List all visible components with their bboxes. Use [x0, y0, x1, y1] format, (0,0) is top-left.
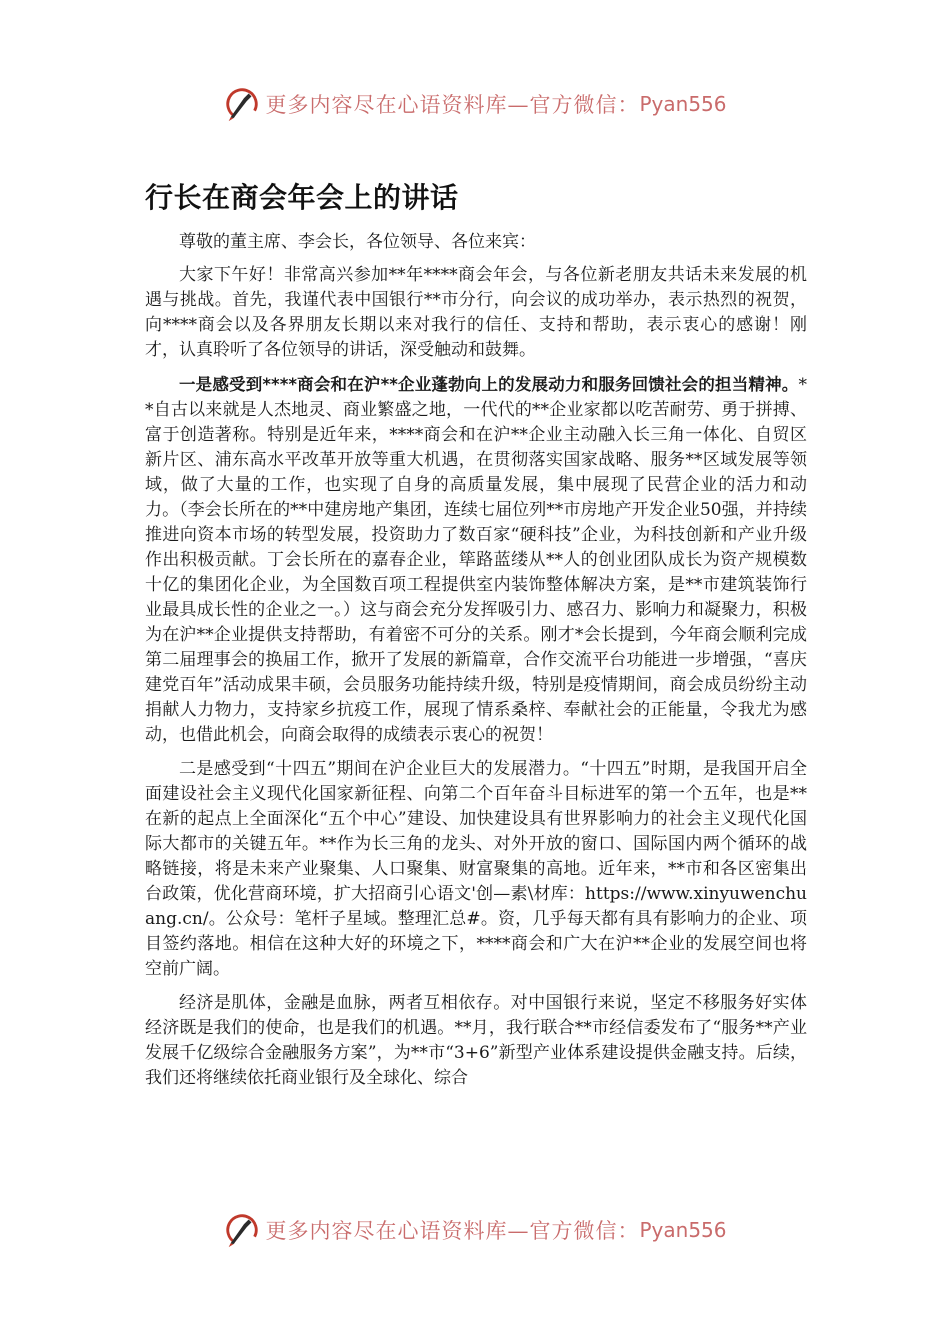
paragraph-2-lead: 一是感受到****商会和在沪**企业蓬勃向上的发展动力和服务回馈社会的担当精神。: [179, 375, 799, 394]
banner-text: 更多内容尽在心语资料库—官方微信：: [265, 1219, 640, 1243]
brush-logo-icon: [223, 1211, 261, 1249]
paragraph-3: 二是感受到“十四五”期间在沪企业巨大的发展潜力。“十四五”时期，是我国开启全面建设社会主义现代化国家新征程、向第二个百年奋斗目标进军的第一个五年，也是**在新的起点上全面深化“五个中心”建设、加快建设具有世界影响力的社会主义现代化国际大都市的关键五年。**作为长三角的龙头、对外开放的窗口、国际国内两个循环的战略链接，将是未来产业聚集、人口聚集、财富聚集的高地。近年来，**市和各区密集出台政策，优化营商环境，扩大招商引心语文'创—素\材库：https://www.xinyuwenchuang.cn/。公众号：笔杆子星域。整理汇总#。资，几乎每天都有具有影响力的企业、项目签约落地。相信在这种大好的环境之下，****商会和广大在沪**企业的发展空间也将空前广阔。: [145, 759, 807, 979]
brush-logo-icon: [223, 85, 261, 123]
page-title: 行长在商会年会上的讲话: [145, 181, 459, 214]
header-banner: [0, 84, 950, 124]
banner-wechat-id: Pyan556: [639, 1218, 727, 1242]
paragraph-2-body: **自古以来就是人杰地灵、商业繁盛之地，一代代的**企业家都以吃苦耐劳、勇于拼搏、富于创造著称。特别是近年来，****商会和在沪**企业主动融入长三角一体化、自贸区新片区、浦东高水平改革开放等重大机遇，在贯彻落实国家战略、服务**区域发展等领域，做了大量的工作，也实现了自身的高质量发展，集中展现了民营企业的活力和动力。（李会长所在的**中建房地产集团，连续七届位列**市房地产开发企业50强，并持续推进向资本市场的转型发展，投资助力了数百家“硬科技”企业，为科技创新和产业升级作出积极贡献。丁会长所在的嘉春企业，筚路蓝缕从**人的创业团队成长为资产规模数十亿的集团化企业，为全国数百项工程提供室内装饰整体解决方案，是**市建筑装饰行业最具成长性的企业之一。）这与商会充分发挥吸引力、感召力、影响力和凝聚力，积极为在沪**企业提供支持帮助，有着密不可分的关系。刚才*会长提到，今年商会顺利完成第二届理事会的换届工作，掀开了发展的新篇章，合作交流平台功能进一步增强，“喜庆建党百年”活动成果丰硕，会员服务功能持续升级，特别是疫情期间，商会成员纷纷主动捐献人力物力，支持家乡抗疫工作，展现了情系桑梓、奉献社会的正能量，令我尤为感动，也借此机会，向商会取得的成绩表示衷心的祝贺！: [145, 375, 807, 745]
salutation: 尊敬的董主席、李会长，各位领导、各位来宾：: [179, 232, 536, 252]
footer-banner: [0, 1210, 950, 1250]
paragraph-1: 大家下午好！非常高兴参加**年****商会年会，与各位新老朋友共话未来发展的机遇与挑战。首先，我谨代表中国银行**市分行，向会议的成功举办，表示热烈的祝贺，向****商会以及各界朋友长期以来对我行的信任、支持和帮助，表示衷心的感谢！刚才，认真聆听了各位领导的讲话，深受触动和鼓舞。: [145, 265, 807, 360]
document-body: [145, 230, 807, 1100]
banner-text: 更多内容尽在心语资料库—官方微信：: [265, 93, 640, 117]
paragraph-4: 经济是肌体，金融是血脉，两者互相依存。对中国银行来说，坚定不移服务好实体经济既是我们的使命，也是我们的机遇。**月，我行联合**市经信委发布了“服务**产业发展千亿级综合金融服务方案”，为**市“3+6”新型产业体系建设提供金融支持。后续，我们还将继续依托商业银行及全球化、综合: [145, 993, 807, 1088]
paragraph-2: [145, 372, 807, 748]
banner-wechat-id: Pyan556: [639, 92, 727, 116]
